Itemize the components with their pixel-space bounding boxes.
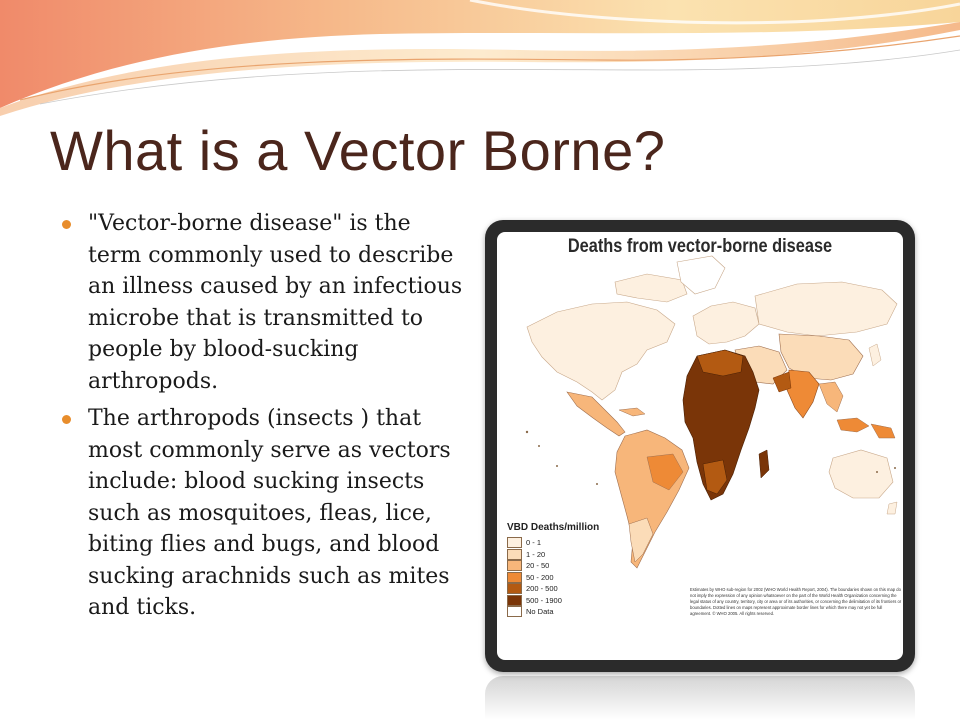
legend-label: 0 - 1 [526,538,542,548]
legend-label: 50 - 200 [526,572,554,582]
legend-label: 500 - 1900 [526,595,562,605]
legend-swatch [507,549,522,560]
bullet-item [62,403,467,624]
legend-label: No Data [526,607,554,617]
legend-row [507,595,599,607]
legend-swatch [507,560,522,571]
bullet-text: "Vector-borne disease" is the term commonly used to describe an illness caused by an infectious microbe that is transmitted to people by blood-sucking arthropods. [88,211,463,394]
bullet-text: The arthropods (insects ) that most commonly serve as vectors include: blood sucking insects such as mosquitoes, fleas, lice, biting flies and bugs, and blood sucking arachnids such as mites and ticks. [88,406,451,620]
legend-row [507,549,599,561]
bullet-icon [62,415,71,424]
map-image [497,232,903,660]
legend-swatch [507,572,522,583]
map-legend [507,522,599,618]
legend-row [507,537,599,549]
map-title: Deaths from vector-borne disease [567,236,833,257]
legend-swatch [507,583,522,594]
legend-title: VBD Deaths/million [507,522,600,533]
legend-label: 200 - 500 [526,584,558,594]
slide-title: What is a Vector Borne? [50,119,666,182]
legend-swatch [507,595,522,606]
bullet-item [62,208,467,397]
legend-label: 20 - 50 [526,561,550,571]
header-swoosh-decoration [0,0,960,120]
map-estimates-note: Estimates by WHO sub-region for 2002 (WHO World Health Report, 2004). The boundaries shown on this map do not imply the expression of any opinion whatsoever on the part of the World Health Organization concerning the legal status of any country, territory, city or area or of its authorities, or concerning the delimitation of its frontiers or boundaries. Dotted lines on maps represent approximate border lines for which there may not yet be full agreement. © WHO 2005. All rights reserved. [690,587,902,616]
bullet-icon [62,220,71,229]
legend-row [507,572,599,584]
bullet-list [62,208,467,630]
legend-row [507,583,599,595]
legend-swatch [507,606,522,617]
legend-swatch [507,537,522,548]
map-reflection [485,676,915,720]
legend-row [507,606,599,618]
legend-label: 1 - 20 [526,549,546,559]
legend-row [507,560,599,572]
